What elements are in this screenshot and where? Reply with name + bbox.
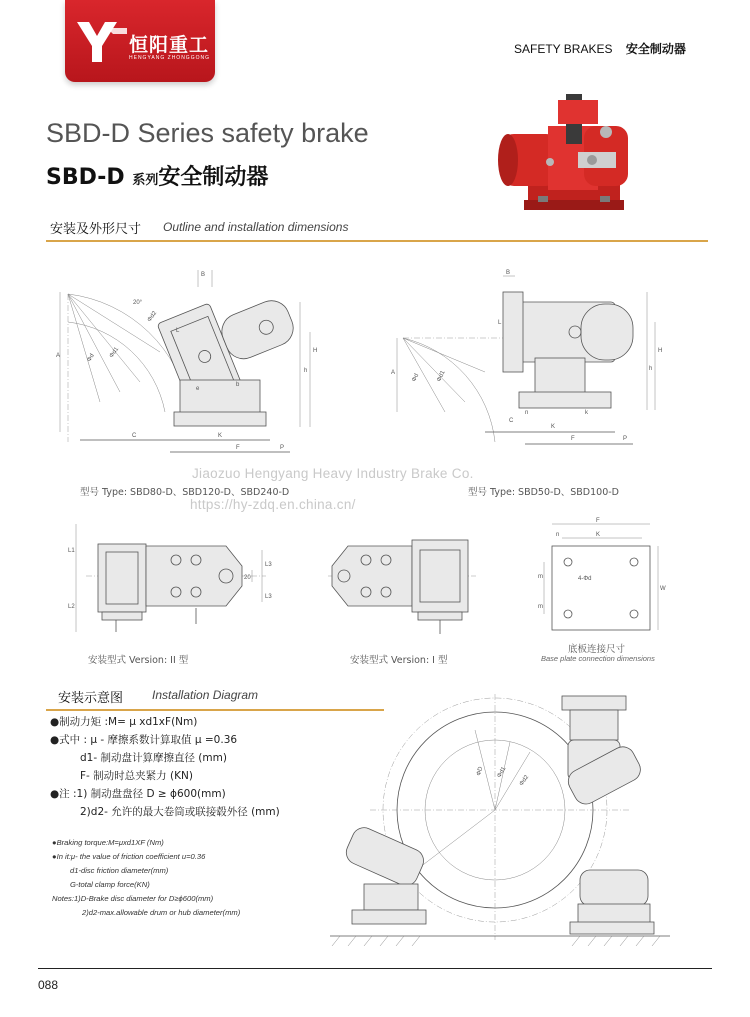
svg-text:P: P (623, 436, 628, 442)
svg-text:L: L (176, 328, 180, 334)
spec-cn-line: ●制动力矩 :M= μ xd1xF(Nm) (50, 716, 198, 728)
caption-left-types: 型号 Type: SBD80-D、SBD120-D、SBD240-D (80, 487, 290, 498)
svg-text:k: k (585, 410, 588, 416)
svg-text:20: 20 (244, 575, 251, 581)
svg-text:L3: L3 (265, 562, 272, 568)
svg-text:4-Φd: 4-Φd (578, 576, 592, 582)
svg-text:K: K (596, 532, 601, 538)
title-cn-model: SBD-D (46, 165, 125, 190)
title-cn (46, 160, 268, 191)
watermark-url: https://hy-zdq.en.china.cn/ (190, 497, 356, 512)
svg-text:Φd1: Φd1 (496, 766, 508, 779)
specs-cn (50, 713, 370, 821)
svg-text:L: L (498, 320, 502, 326)
spec-cn-line: ●式中 : μ - 摩擦系数计算取值 μ =0.36 (50, 734, 238, 746)
logo-brand-cn: 恒阳重工 (129, 34, 210, 56)
spec-en-line: G-total clamp force(KN) (70, 880, 150, 889)
title-cn-series: 系列 (132, 173, 159, 188)
svg-text:Φd1: Φd1 (436, 369, 447, 383)
logo-mark-icon (75, 18, 129, 66)
svg-text:B: B (506, 270, 511, 276)
spec-en-line: ●Braking torque:M=μxd1XF (Nm) (52, 838, 164, 847)
installation-diagram (330, 690, 670, 952)
section-outline-title-cn: 安装及外形尺寸 (50, 222, 142, 237)
svg-text:m: m (538, 574, 543, 580)
caption-right-types: 型号 Type: SBD50-D、SBD100-D (468, 487, 619, 498)
spec-en-line: Notes:1)D-Brake disc diameter for D≥ϕ600(mm) (52, 894, 214, 903)
product-photo (488, 86, 646, 218)
spec-cn-line: ●注 :1) 制动盘盘径 D ≥ ϕ600(mm) (50, 788, 226, 800)
header-category (514, 40, 686, 57)
svg-text:A: A (391, 370, 396, 376)
svg-text:e: e (196, 386, 200, 392)
svg-text:Φd1: Φd1 (108, 346, 121, 360)
svg-text:B: B (201, 272, 206, 278)
svg-text:b: b (236, 382, 240, 388)
logo-brand-en: HENGYANG ZHONGGONG (129, 55, 210, 61)
section-outline-title-en: Outline and installation dimensions (163, 220, 349, 234)
svg-text:n: n (556, 532, 560, 538)
section-outline-rule (46, 240, 708, 242)
svg-text:F: F (571, 436, 575, 442)
header-category-en: SAFETY BRAKES (514, 42, 613, 56)
svg-text:H: H (658, 348, 663, 354)
svg-text:n: n (525, 410, 529, 416)
spec-cn-line: 2)d2- 允许的最大卷筒或联接毂外径 (mm) (80, 806, 280, 818)
svg-text:ΦD: ΦD (476, 766, 485, 777)
spec-en-line: d1-disc friction diameter(mm) (70, 866, 169, 875)
svg-text:C: C (132, 433, 137, 439)
title-en: SBD-D Series safety brake (46, 118, 369, 148)
spec-cn-line: F- 制动时总夹紧力 (KN) (80, 770, 193, 782)
svg-text:m: m (538, 604, 543, 610)
spec-en-line: 2)d2-max.allowable drum or hub diameter(mm) (82, 908, 241, 917)
drawing-version-2 (66, 516, 280, 640)
svg-text:P: P (280, 445, 285, 451)
caption-version-2: 安装型式 Version: II 型 (88, 655, 189, 666)
svg-text:F: F (236, 445, 240, 451)
spec-en-line: ●In it:μ- the value of friction coefficient u=0.36 (52, 852, 206, 861)
svg-text:Φd2: Φd2 (518, 774, 531, 788)
specs-en (52, 836, 372, 920)
drawing-base-plate (538, 514, 668, 638)
svg-text:Φd2: Φd2 (146, 310, 159, 324)
watermark-company: Jiaozuo Hengyang Heavy Industry Brake Co. (192, 466, 474, 481)
drawing-left-side-view (40, 262, 330, 472)
svg-text:Φd: Φd (411, 372, 421, 383)
svg-text:L2: L2 (68, 604, 75, 610)
spec-cn-line: d1- 制动盘计算摩擦直径 (mm) (80, 752, 227, 764)
caption-baseplate-en: Base plate connection dimensions (541, 654, 655, 663)
caption-version-1: 安装型式 Version: I 型 (350, 655, 448, 666)
svg-text:Φd: Φd (86, 352, 96, 363)
svg-text:L1: L1 (68, 548, 75, 554)
brand-logo (65, 0, 215, 82)
svg-text:h: h (304, 368, 308, 374)
svg-text:K: K (218, 433, 223, 439)
section-install-title-cn: 安装示意图 (58, 691, 124, 706)
svg-text:H: H (313, 348, 318, 354)
svg-text:A: A (56, 353, 61, 359)
page-number: 088 (38, 978, 59, 992)
section-install-title-en: Installation Diagram (152, 688, 259, 702)
title-cn-name: 安全制动器 (158, 165, 269, 190)
footer-rule (38, 968, 712, 969)
svg-text:W: W (660, 586, 666, 592)
svg-text:L3: L3 (265, 594, 272, 600)
svg-text:F: F (596, 518, 600, 524)
drawing-right-side-view (385, 262, 675, 472)
svg-text:C: C (509, 418, 514, 424)
svg-text:20°: 20° (133, 300, 143, 306)
caption-baseplate-cn: 底板连接尺寸 (568, 644, 626, 655)
drawing-version-1 (322, 516, 482, 640)
svg-text:h: h (649, 366, 653, 372)
svg-text:K: K (551, 424, 556, 430)
header-category-cn: 安全制动器 (625, 42, 686, 56)
